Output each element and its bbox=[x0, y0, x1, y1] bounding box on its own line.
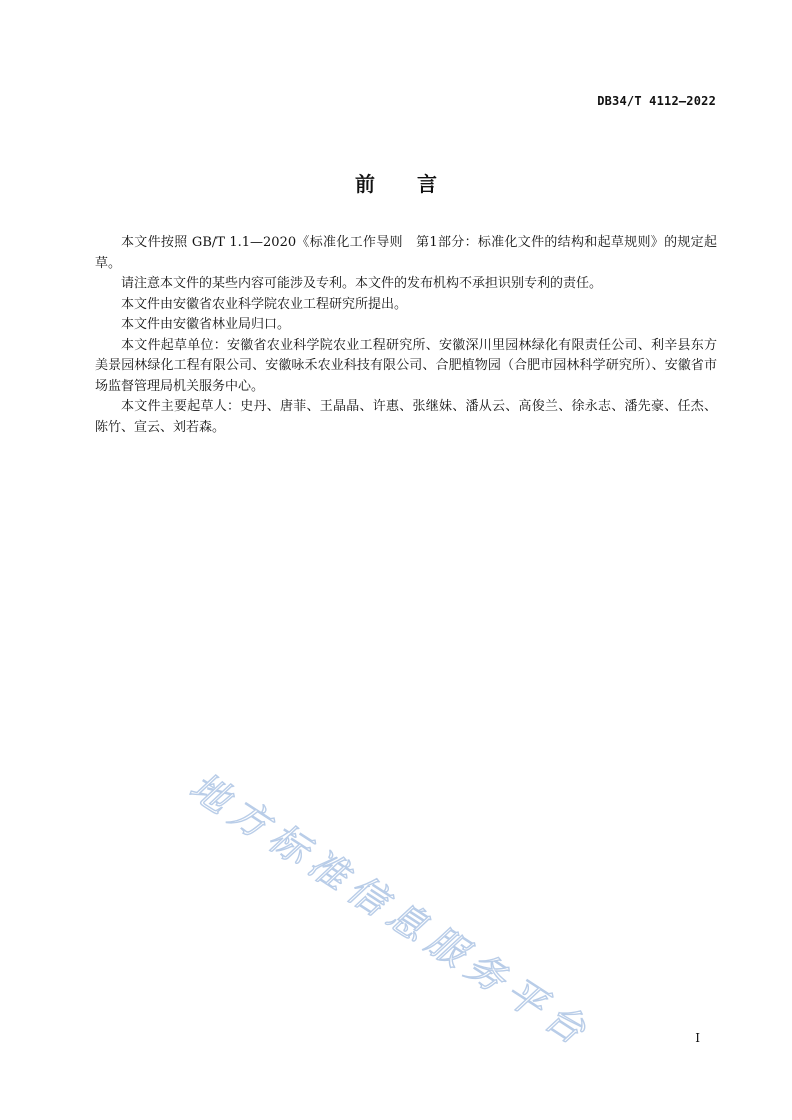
foreword-body bbox=[95, 233, 717, 438]
document-code: DB34/T 4112—2022 bbox=[597, 94, 716, 108]
paragraph-drafters: 本文件主要起草人：史丹、唐菲、王晶晶、许惠、张继妹、潘从云、高俊兰、徐永志、潘先豪、任杰、陈竹、宣云、刘若森。 bbox=[95, 399, 717, 435]
paragraph-proposer: 本文件由安徽省农业科学院农业工程研究所提出。 bbox=[121, 296, 408, 312]
paragraph-administrator: 本文件由安徽省林业局归口。 bbox=[121, 317, 291, 332]
section-title: 前言 bbox=[355, 172, 479, 196]
paragraph-patent-notice: 请注意本文件的某些内容可能涉及专利。本文件的发布机构不承担识别专利的责任。 bbox=[121, 276, 603, 291]
paragraph-drafting-rules: 本文件按照 GB/T 1.1—2020《标准化工作导则 第1部分：标准化文件的结构和起草规则》的规定起草。 bbox=[95, 235, 717, 271]
watermark: 地方标准信息服务平台 bbox=[182, 763, 601, 1057]
paragraph-drafting-organizations: 本文件起草单位：安徽省农业科学院农业工程研究所、安徽深川里园林绿化有限责任公司、利辛县东方美景园林绿化工程有限公司、安徽咏禾农业科技有限公司、合肥植物园（合肥市园林科学研究所）、安徽省市场监督管理局机关服务中心。 bbox=[95, 337, 717, 394]
page-number: I bbox=[695, 1031, 700, 1045]
